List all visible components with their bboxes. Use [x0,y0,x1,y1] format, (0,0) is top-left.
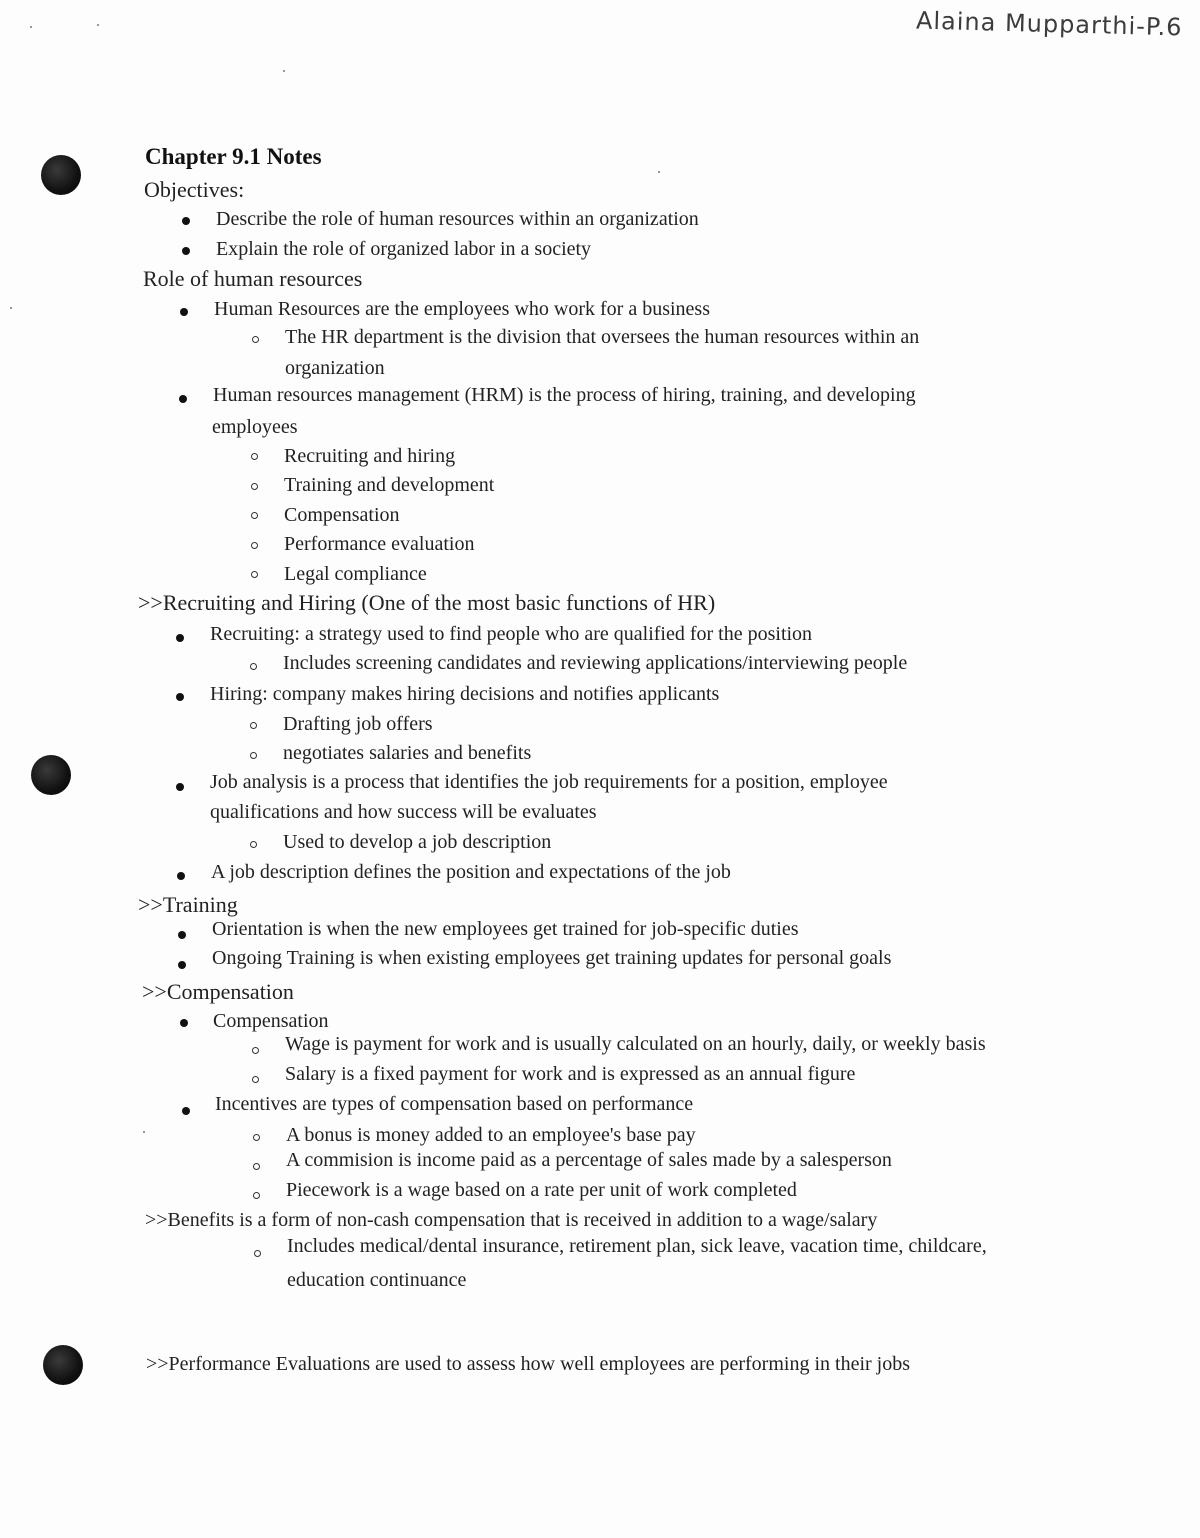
sub-item: Compensation [284,504,400,526]
sub-item: Wage is payment for work and is usually calculated on an hourly, daily, or weekly basis [285,1033,986,1055]
bullet [177,872,185,880]
sub-item: Training and development [284,474,495,496]
list-item: Compensation [213,1010,329,1032]
sub-item: A commision is income paid as a percentage of sales made by a salesperson [286,1149,892,1171]
sub-item: Includes screening candidates and reviewing applications/interviewing people [283,652,908,674]
sub-item: Drafting job offers [283,713,433,735]
sub-bullet [251,512,258,519]
sub-item: Recruiting and hiring [284,445,456,467]
bullet [182,1107,190,1115]
bullet [182,247,190,255]
sub-bullet [252,336,259,343]
sub-item-continuation: organization [285,357,385,379]
sub-bullet [250,841,257,848]
sub-item: The HR department is the division that oversees the human resources within an [285,326,920,348]
sub-bullet [253,1163,260,1170]
binder-hole-top [41,155,81,195]
binder-hole-middle [31,755,71,795]
sub-item: Salary is a fixed payment for work and is expressed as an annual figure [285,1063,856,1085]
list-item: Human resources management (HRM) is the process of hiring, training, and developing [213,384,916,406]
sub-item-continuation: education continuance [287,1269,467,1291]
bullet [176,783,184,791]
page-title: Chapter 9.1 Notes [145,144,322,169]
handwritten-name: Alaina Mupparthi-P.6 [915,6,1183,42]
performance-heading: >>Performance Evaluations are used to assess how well employees are performing in their jobs [146,1353,911,1375]
list-item-continuation: qualifications and how success will be evaluates [210,801,597,823]
sub-bullet [251,571,258,578]
list-item: Hiring: company makes hiring decisions and notifies applicants [210,683,720,705]
binder-hole-bottom [43,1345,83,1385]
bullet [180,1019,188,1027]
objectives-heading: Objectives: [144,177,245,202]
sub-item: Includes medical/dental insurance, retirement plan, sick leave, vacation time, childcare, [287,1235,987,1257]
sub-bullet [253,1134,260,1141]
bullet [178,961,186,969]
sub-bullet [250,663,257,670]
bullet [178,931,186,939]
sub-bullet [250,752,257,759]
scan-speck [97,24,99,26]
sub-bullet [252,1076,259,1083]
bullet [179,395,187,403]
sub-item: A bonus is money added to an employee's base pay [286,1124,696,1146]
list-item: Job analysis is a process that identifies the job requirements for a position, employee [210,771,888,793]
compensation-heading: >>Compensation [142,979,294,1004]
sub-bullet [250,722,257,729]
benefits-heading: >>Benefits is a form of non-cash compensation that is received in addition to a wage/salary [145,1209,878,1231]
scan-speck [143,1131,145,1133]
sub-bullet [251,453,258,460]
list-item: A job description defines the position and expectations of the job [211,861,731,883]
list-item: Orientation is when the new employees get trained for job-specific duties [212,918,799,940]
sub-bullet [254,1250,261,1257]
sub-bullet [251,483,258,490]
recruiting-heading: >>Recruiting and Hiring (One of the most basic functions of HR) [138,590,716,615]
list-item: Incentives are types of compensation based on performance [215,1093,694,1115]
scan-speck [30,26,32,28]
sub-item: Legal compliance [284,563,427,585]
training-heading: >>Training [138,892,238,917]
list-item: Recruiting: a strategy used to find people who are qualified for the position [210,623,813,645]
sub-bullet [252,1047,259,1054]
sub-item: Performance evaluation [284,533,475,555]
list-item: Ongoing Training is when existing employees get training updates for personal goals [212,947,892,969]
list-item: Human Resources are the employees who work for a business [214,298,710,320]
scan-speck [10,307,12,309]
sub-item: Used to develop a job description [283,831,552,853]
sub-bullet [251,542,258,549]
sub-item: Piecework is a wage based on a rate per unit of work completed [286,1179,797,1201]
scan-speck [658,171,660,173]
scan-speck [283,70,285,72]
bullet [176,693,184,701]
list-item-continuation: employees [212,416,298,438]
role-heading: Role of human resources [143,266,363,291]
objective-item: Explain the role of organized labor in a society [216,238,592,260]
bullet [182,217,190,225]
bullet [180,308,188,316]
bullet [176,634,184,642]
sub-item: negotiates salaries and benefits [283,742,532,764]
objective-item: Describe the role of human resources within an organization [216,208,699,230]
sub-bullet [253,1192,260,1199]
